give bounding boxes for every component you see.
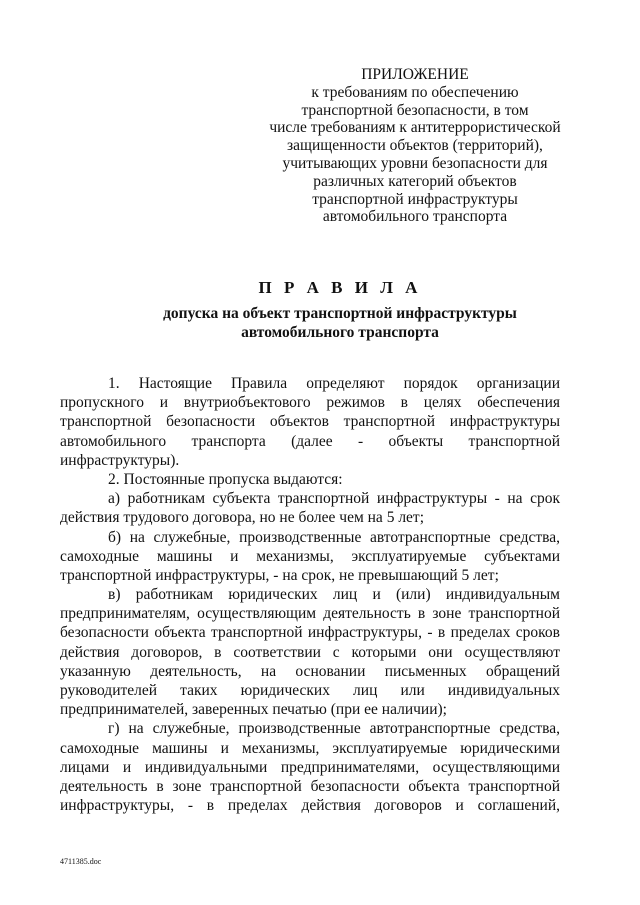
appendix-line: различных категорий объектов (313, 172, 517, 190)
appendix-line: автомобильного транспорта (322, 208, 508, 226)
paragraph-line: 1. Настоящие Правила определяют порядок организации (108, 375, 560, 392)
paragraph-line: а) работникам субъекта транспортной инфраструктуры - на срок (108, 490, 560, 508)
appendix-line: числе требованиям к антитеррористической (269, 119, 561, 137)
paragraph-line: инфраструктуры, - в пределах действия договоров и соглашений, (60, 797, 560, 815)
paragraph-line: деятельность в зоне транспортной безопасности объекта транспортной (60, 777, 560, 795)
paragraph-line: автомобильного транспорта (далее - объекты транспортной (60, 432, 560, 450)
paragraph-line: лицами и индивидуальными предпринимателями, осуществляющими (60, 758, 560, 776)
appendix-header (250, 66, 580, 226)
paragraph-line: безопасности объекта транспортной инфраструктуры, - в пределах сроков (60, 624, 560, 642)
paragraph-line: предпринимателей, заверенных печатью (при ее наличии); (60, 701, 447, 719)
paragraph-line: действия трудового договора, но не более чем на 5 лет; (60, 509, 425, 527)
appendix-line: транспортной инфраструктуры (312, 190, 518, 208)
paragraph-line: самоходные машины и механизмы, эксплуатируемые юридическими (60, 739, 560, 757)
paragraph-line: пропускного и внутриобъектового режимов в целях обеспечения (60, 394, 560, 412)
paragraph-line: транспортной безопасности объектов транспортной инфраструктуры (60, 413, 560, 431)
paragraph-line: б) на служебные, производственные автотранспортные средства, (108, 528, 560, 546)
appendix-line: защищенности объектов (территорий), (287, 137, 543, 155)
document-subtitle (60, 304, 620, 342)
paragraph-line: в) работникам юридических лиц и (или) индивидуальным (108, 586, 560, 604)
paragraph-line: инфраструктуры). (60, 451, 180, 469)
subtitle-line: допуска на объект транспортной инфраструктуры (163, 305, 517, 322)
document-title: П Р А В И Л А (258, 278, 422, 297)
paragraph-line: действия договоров, в соответствии с которыми они осуществляют (60, 643, 560, 661)
appendix-line: к требованиям по обеспечению (311, 83, 519, 101)
paragraph-line: руководителей таких юридических лиц или индивидуальных (60, 682, 560, 699)
file-name-footer: 4711385.doc (60, 857, 102, 866)
appendix-line: ПРИЛОЖЕНИЕ (361, 66, 469, 83)
subtitle-line: автомобильного транспорта (241, 324, 439, 341)
paragraph-line: указанную деятельность, на основании письменных обращений (60, 662, 560, 680)
paragraph-line: 2. Постоянные пропуска выдаются: (108, 470, 343, 488)
document-body (60, 374, 560, 815)
appendix-line: транспортной безопасности, в том (301, 101, 529, 119)
paragraph-line: предпринимателям, осуществляющим деятельность в зоне транспортной (60, 605, 560, 623)
paragraph-line: транспортной инфраструктуры, - на срок, не превышающий 5 лет; (60, 566, 499, 584)
paragraph-line: г) на служебные, производственные автотранспортные средства, (108, 720, 560, 738)
paragraph-line: самоходные машины и механизмы, эксплуатируемые субъектами (60, 547, 560, 565)
appendix-line: учитывающих уровни безопасности для (282, 154, 548, 172)
